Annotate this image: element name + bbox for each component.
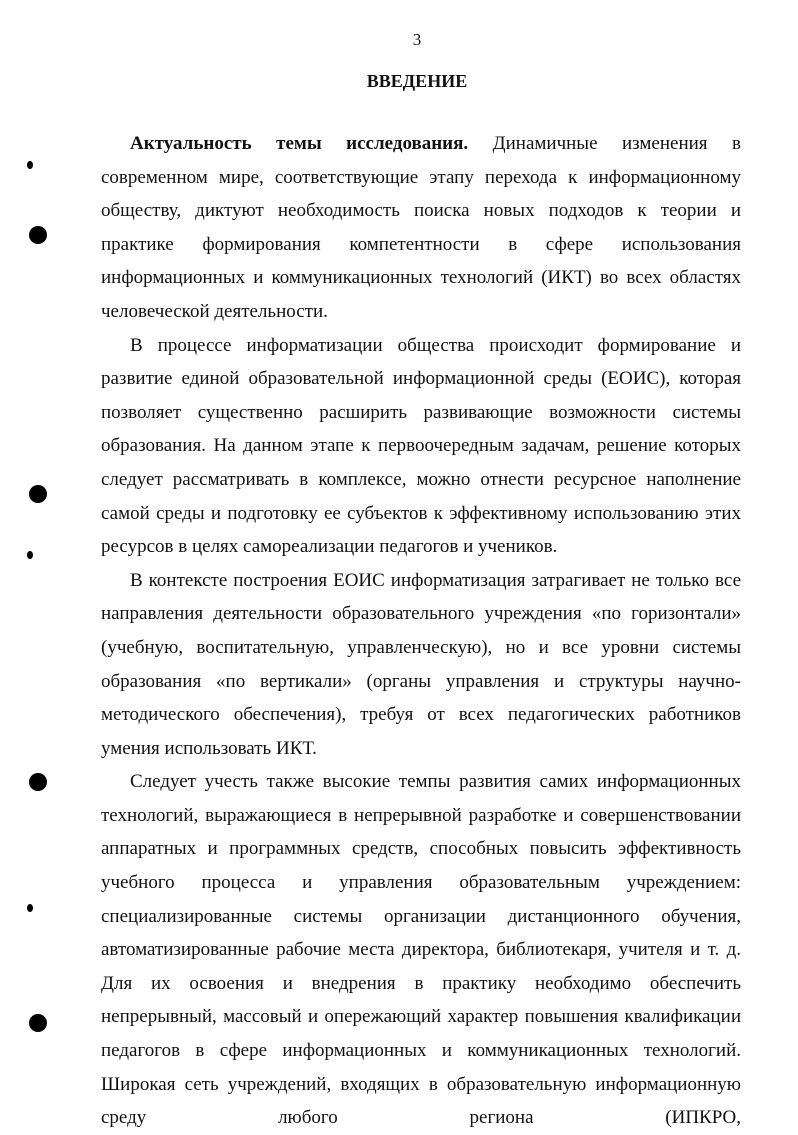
page-number: 3 (412, 30, 422, 49)
paragraph-2: В процессе информатизации общества происходит формирование и развитие единой образовательной информационной среды (ЕОИС), которая позволяет существенно расширить развивающие возможности системы образования. На данном этапе к первоочередным задачам, решение которых следует рассматривать в комплексе, можно отнести ресурсное наполнение самой среды и подготовку ее субъектов к эффективному использованию этих ресурсов в целях самореализации педагогов и учеников. (101, 334, 741, 558)
page-title: ВВЕДЕНИЕ (366, 71, 468, 91)
paragraph-4: Следует учесть также высокие темпы развития самих информационных технологий, выражающиеся в непрерывной разработке и совершенствовании аппаратных и программных средств, способных повысить эффективность учебного процесса и управления образовательным учреждением: специализированные системы организации дистанционного обучения, автоматизированные рабочие места директора, библиотекаря, учителя и т. д. Для их освоения и внедрения в практику необходимо обеспечить непрерывный, массовый и опережающий характер повышения квалификации педагогов в сфере информационных и коммуникационных технологий. Широкая сеть учреждений, входящих в образовательную информационную среду любого региона (ИПКРО, (101, 771, 741, 1129)
paragraph-3: В контексте построения ЕОИС информатизация затрагивает не только все направления деятельности образовательного учреждения «по горизонтали» (учебную, воспитательную, управленческую), но и все уровни системы образования «по вертикали» (органы управления и структуры научно-методического обеспечения), требуя от всех педагогических работников умения использовать ИКТ. (101, 569, 741, 759)
scan-speck (27, 161, 33, 169)
scan-speck (27, 551, 33, 559)
binder-hole (29, 485, 47, 503)
binder-hole (29, 1014, 47, 1032)
paragraph-text: Динамичные изменения в современном мире, соответствующие этапу перехода к информационному обществу, диктуют необходимость поиска новых подходов к теории и практике формирования компетентности в сфере использования информационных и коммуникационных технологий (ИКТ) во всех областях человеческой деятельности. (101, 133, 741, 322)
document-body (101, 127, 741, 1135)
binder-hole (29, 773, 47, 791)
scan-speck (27, 904, 33, 912)
paragraph-1 (101, 127, 741, 329)
binder-hole (29, 226, 47, 244)
paragraph-lead: Актуальность темы исследования. (130, 133, 469, 154)
